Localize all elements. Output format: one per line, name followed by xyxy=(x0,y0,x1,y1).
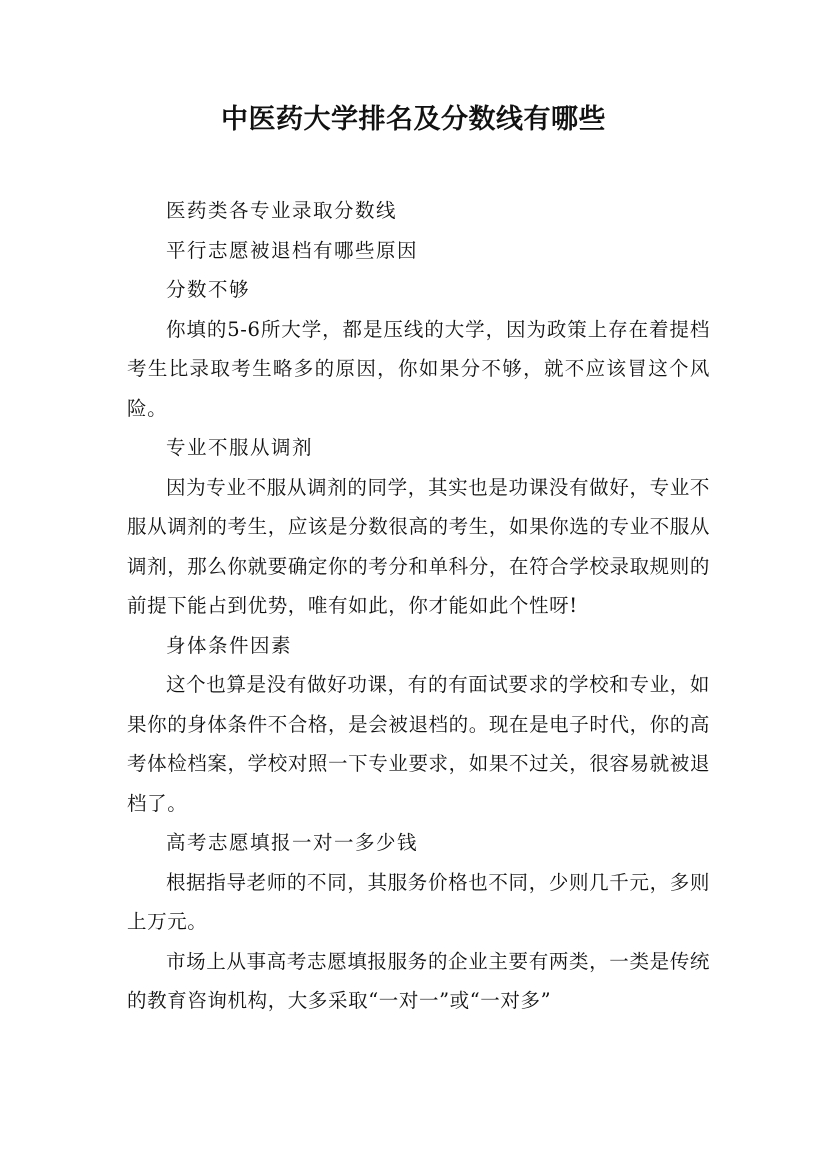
section-heading: 分数不够 xyxy=(166,278,251,301)
body-paragraph: 根据指导老师的不同，其服务价格也不同，少则几千元，多则上万元。 xyxy=(127,870,710,933)
body-paragraph: 你填的5-6所大学，都是压线的大学，因为政策上存在着提档考生比录取考生略多的原因，你如果分不够，就不应该冒这个风险。 xyxy=(127,317,710,420)
body-paragraph: 这个也算是没有做好功课，有的有面试要求的学校和专业，如果你的身体条件不合格，是会被退档的。现在是电子时代，你的高考体检档案，学校对照一下专业要求，如果不过关，很容易就被退档了。 xyxy=(127,673,710,815)
section-heading: 医药类各专业录取分数线 xyxy=(166,199,398,222)
body-paragraph: 市场上从事高考志愿填报服务的企业主要有两类，一类是传统的教育咨询机构，大多采取“一对一”或“一对多” xyxy=(127,949,710,1012)
section-heading: 身体条件因素 xyxy=(166,633,293,657)
document-body xyxy=(127,191,710,1021)
section-heading: 平行志愿被退档有哪些原因 xyxy=(166,238,419,262)
section-heading: 专业不服从调剂 xyxy=(166,436,314,459)
section-heading: 高考志愿填报一对一多少钱 xyxy=(166,831,419,854)
body-paragraph: 因为专业不服从调剂的同学，其实也是功课没有做好，专业不服从调剂的考生，应该是分数很高的考生，如果你选的专业不服从调剂，那么你就要确定你的考分和单科分，在符合学校录取规则的前提下能占到优势，唯有如此，你才能如此个性呀! xyxy=(127,475,710,617)
document-title: 中医药大学排名及分数线有哪些 xyxy=(221,104,606,135)
